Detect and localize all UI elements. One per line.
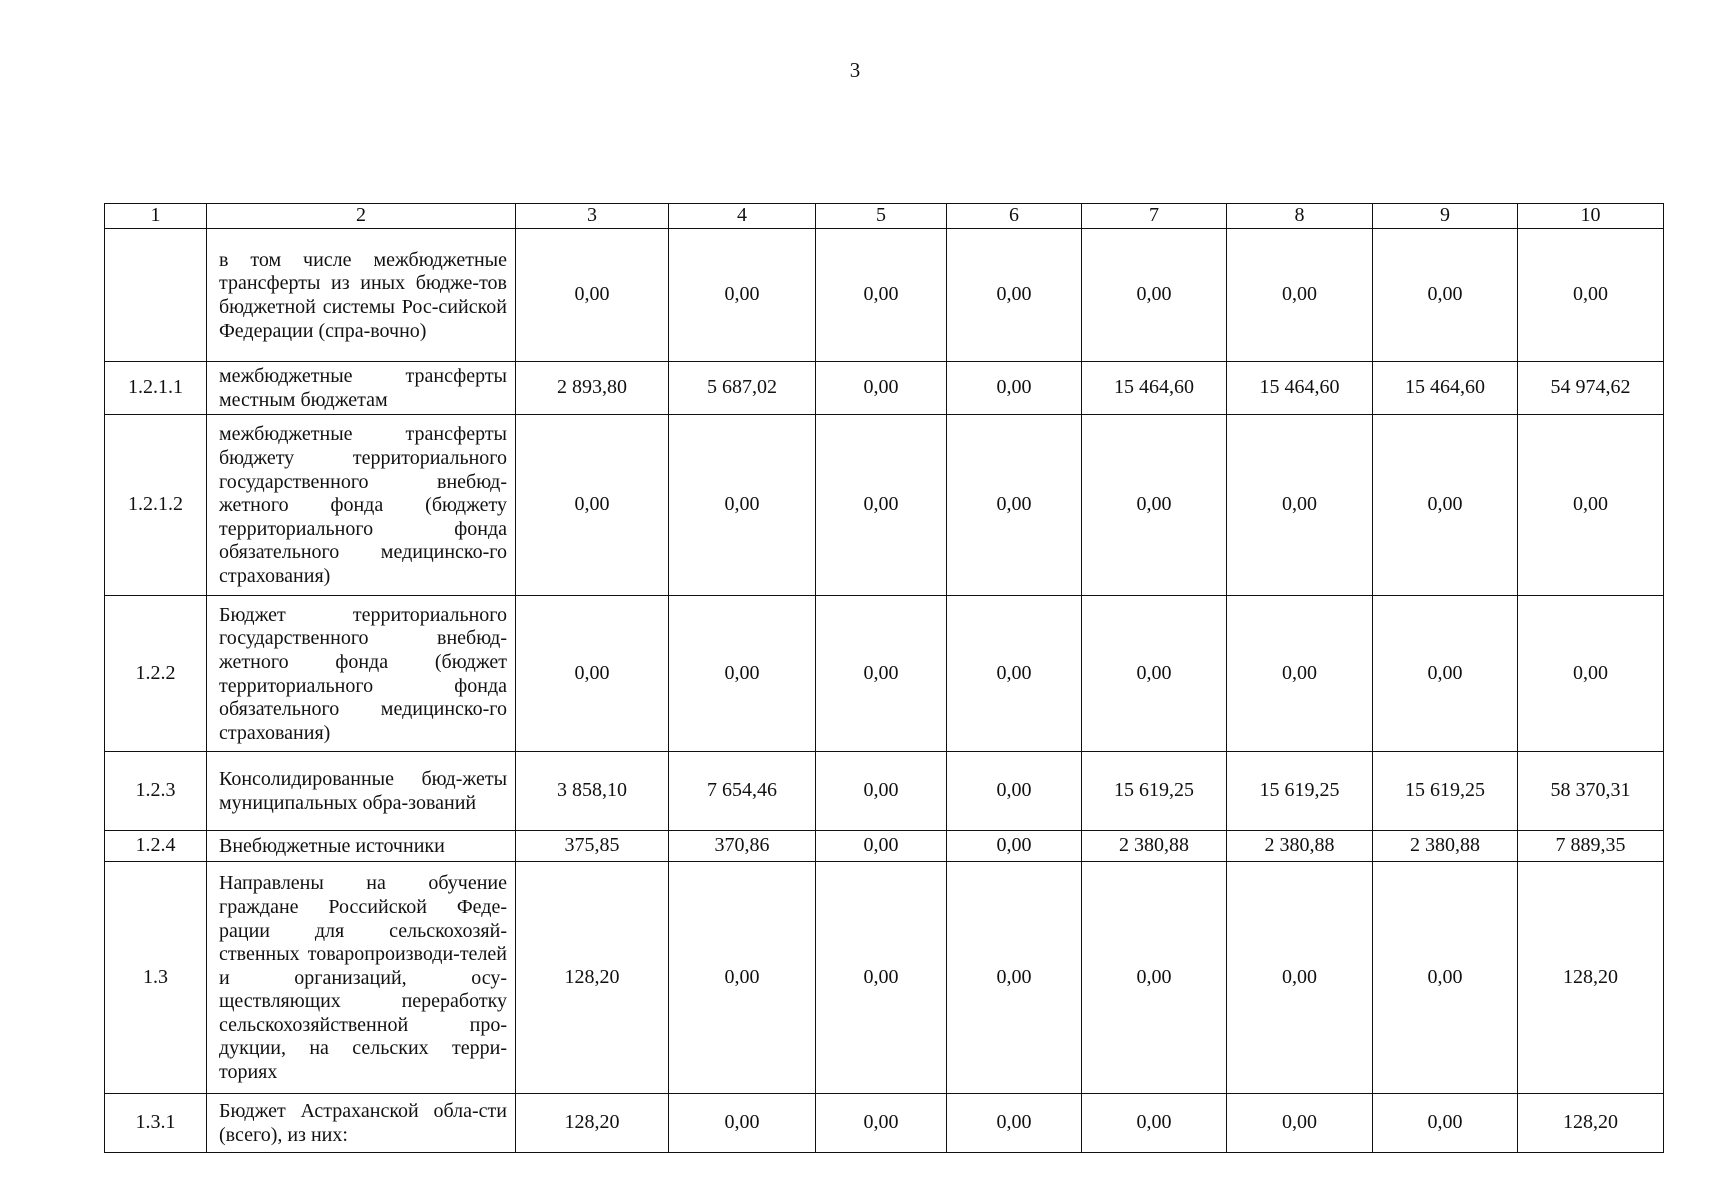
value-cell: 3 858,10: [516, 752, 669, 831]
value-cell: 0,00: [1082, 415, 1227, 596]
row-code: 1.2.4: [105, 831, 207, 862]
row-code: 1.3: [105, 862, 207, 1094]
page-number: 3: [849, 58, 861, 82]
value-cell: 0,00: [947, 1094, 1082, 1153]
table-row: [105, 831, 1664, 862]
value-cell: 7 889,35: [1518, 831, 1664, 862]
table-header-row: [105, 204, 1664, 229]
value-cell: 0,00: [1082, 862, 1227, 1094]
row-description: межбюджетные трансферты бюджету территориального государственного внебюд-жетного фонда (бюджету территориального фонда обязательного медицинско-го страхования): [207, 415, 516, 596]
value-cell: 2 893,80: [516, 362, 669, 415]
value-cell: 0,00: [947, 752, 1082, 831]
row-code: 1.3.1: [105, 1094, 207, 1153]
table-row: [105, 862, 1664, 1094]
value-cell: 0,00: [1082, 596, 1227, 752]
value-cell: 0,00: [1373, 862, 1518, 1094]
value-cell: 2 380,88: [1082, 831, 1227, 862]
value-cell: 0,00: [1082, 229, 1227, 362]
column-header: 1: [105, 204, 207, 229]
table-row: [105, 362, 1664, 415]
value-cell: 2 380,88: [1373, 831, 1518, 862]
row-description: Внебюджетные источники: [207, 831, 516, 862]
value-cell: 0,00: [947, 229, 1082, 362]
value-cell: 0,00: [1518, 596, 1664, 752]
value-cell: 0,00: [947, 862, 1082, 1094]
column-header: 2: [207, 204, 516, 229]
value-cell: 0,00: [947, 596, 1082, 752]
value-cell: 0,00: [1227, 1094, 1373, 1153]
value-cell: 128,20: [1518, 1094, 1664, 1153]
value-cell: 0,00: [947, 415, 1082, 596]
value-cell: 0,00: [816, 362, 947, 415]
value-cell: 0,00: [816, 1094, 947, 1153]
value-cell: 0,00: [516, 229, 669, 362]
value-cell: 15 619,25: [1373, 752, 1518, 831]
table-row: [105, 415, 1664, 596]
value-cell: 128,20: [516, 1094, 669, 1153]
value-cell: 0,00: [816, 862, 947, 1094]
column-header: 5: [816, 204, 947, 229]
value-cell: 0,00: [516, 415, 669, 596]
value-cell: 0,00: [669, 862, 816, 1094]
row-description: Направлены на обучение граждане Российской Феде-рации для сельскохозяй-ственных товаропроизводи-телей и организаций, осу-ществляющих переработку сельскохозяйственной про-дукции, на сельских терри-ториях: [207, 862, 516, 1094]
column-header: 7: [1082, 204, 1227, 229]
value-cell: 0,00: [816, 596, 947, 752]
value-cell: 2 380,88: [1227, 831, 1373, 862]
row-description: Консолидированные бюд-жеты муниципальных обра-зований: [207, 752, 516, 831]
row-description: Бюджет Астраханской обла-сти (всего), из них:: [207, 1094, 516, 1153]
value-cell: 370,86: [669, 831, 816, 862]
table-row: [105, 229, 1664, 362]
value-cell: 128,20: [516, 862, 669, 1094]
value-cell: 0,00: [1082, 1094, 1227, 1153]
value-cell: 0,00: [1518, 229, 1664, 362]
value-cell: 5 687,02: [669, 362, 816, 415]
row-code: 1.2.1.1: [105, 362, 207, 415]
value-cell: 0,00: [816, 752, 947, 831]
row-code: 1.2.1.2: [105, 415, 207, 596]
column-header: 3: [516, 204, 669, 229]
value-cell: 0,00: [669, 1094, 816, 1153]
value-cell: 0,00: [1373, 229, 1518, 362]
value-cell: 0,00: [669, 415, 816, 596]
value-cell: 54 974,62: [1518, 362, 1664, 415]
column-header: 9: [1373, 204, 1518, 229]
value-cell: 375,85: [516, 831, 669, 862]
value-cell: 0,00: [516, 596, 669, 752]
value-cell: 0,00: [669, 596, 816, 752]
value-cell: 15 464,60: [1227, 362, 1373, 415]
value-cell: 0,00: [1373, 596, 1518, 752]
value-cell: 0,00: [816, 229, 947, 362]
row-code: [105, 229, 207, 362]
row-description: Бюджет территориального государственного внебюд-жетного фонда (бюджет территориального фонда обязательного медицинско-го страхования): [207, 596, 516, 752]
column-header: 6: [947, 204, 1082, 229]
column-header: 4: [669, 204, 816, 229]
value-cell: 58 370,31: [1518, 752, 1664, 831]
value-cell: 15 619,25: [1227, 752, 1373, 831]
value-cell: 7 654,46: [669, 752, 816, 831]
row-code: 1.2.2: [105, 596, 207, 752]
budget-table: [104, 203, 1664, 1153]
value-cell: 0,00: [669, 229, 816, 362]
value-cell: 0,00: [1373, 415, 1518, 596]
table-row: [105, 1094, 1664, 1153]
value-cell: 15 464,60: [1082, 362, 1227, 415]
value-cell: 0,00: [1227, 229, 1373, 362]
row-code: 1.2.3: [105, 752, 207, 831]
column-header: 10: [1518, 204, 1664, 229]
value-cell: 0,00: [816, 415, 947, 596]
value-cell: 15 464,60: [1373, 362, 1518, 415]
table-row: [105, 596, 1664, 752]
value-cell: 15 619,25: [1082, 752, 1227, 831]
value-cell: 0,00: [1227, 415, 1373, 596]
value-cell: 0,00: [816, 831, 947, 862]
value-cell: 128,20: [1518, 862, 1664, 1094]
value-cell: 0,00: [947, 831, 1082, 862]
value-cell: 0,00: [947, 362, 1082, 415]
value-cell: 0,00: [1227, 596, 1373, 752]
row-description: в том числе межбюджетные трансферты из иных бюдже-тов бюджетной системы Рос-сийской Федерации (спра-вочно): [207, 229, 516, 362]
row-description: межбюджетные трансферты местным бюджетам: [207, 362, 516, 415]
table-row: [105, 752, 1664, 831]
value-cell: 0,00: [1227, 862, 1373, 1094]
value-cell: 0,00: [1373, 1094, 1518, 1153]
column-header: 8: [1227, 204, 1373, 229]
value-cell: 0,00: [1518, 415, 1664, 596]
